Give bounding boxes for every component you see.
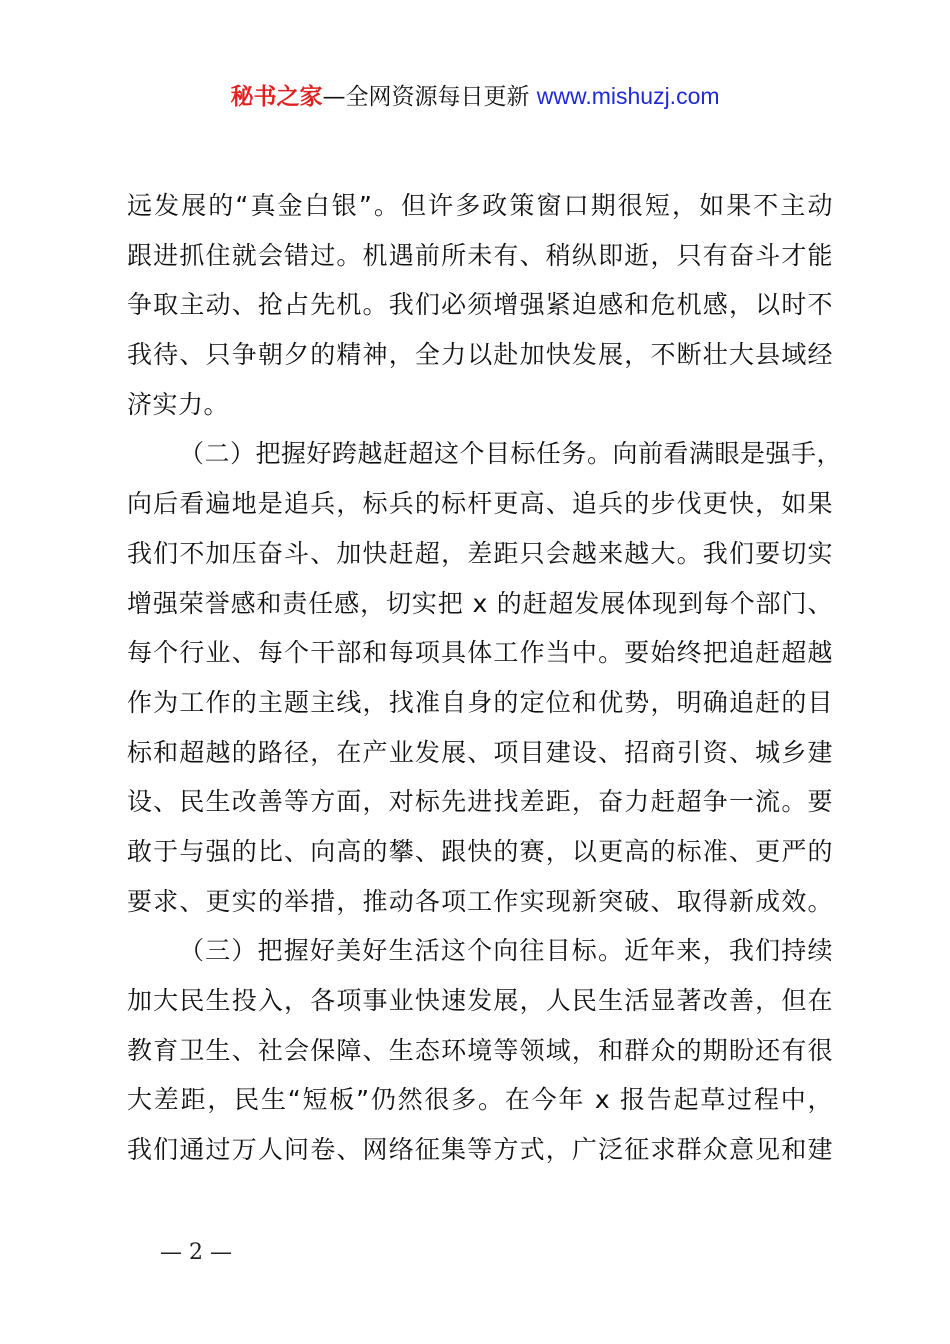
page-number: — 2 — xyxy=(160,1240,232,1265)
body-line: 大差距，民生“短板”仍然很多。在今年 x 报告起草过程中， xyxy=(127,1085,833,1115)
section-heading-line: （三）把握好美好生活这个向往目标。近年来，我们持续 xyxy=(179,936,833,966)
body-line: 标和超越的路径，在产业发展、项目建设、招商引资、城乡建 xyxy=(127,737,833,767)
body-line: 加大民生投入，各项事业快速发展，人民生活显著改善，但在 xyxy=(127,986,833,1015)
body-line: 我们不加压奋斗、加快赶超，差距只会越来越大。我们要切实 xyxy=(127,538,833,568)
document-body xyxy=(127,181,843,1175)
body-line: 我待、只争朝夕的精神，全力以赴加快发展，不断壮大县域经 xyxy=(127,340,833,370)
section-heading-line: （二）把握好跨越赶超这个目标任务。向前看满眼是强手， xyxy=(179,439,843,469)
site-url-link[interactable]: www.mishuzj.com xyxy=(536,83,720,109)
brand-name: 秘书之家 xyxy=(230,84,323,110)
header-slogan: —全网资源每日更新 xyxy=(322,84,530,110)
body-line: 要求、更实的举措，推动各项工作实现新突破、取得新成效。 xyxy=(127,886,833,916)
site-header xyxy=(0,80,950,113)
body-line: 我们通过万人问卷、网络征集等方式，广泛征求群众意见和建 xyxy=(127,1135,833,1165)
body-line: 教育卫生、社会保障、生态环境等领域，和群众的期盼还有很 xyxy=(127,1035,833,1065)
body-line: 跟进抓住就会错过。机遇前所未有、稍纵即逝，只有奋斗才能 xyxy=(127,240,833,270)
body-line: 设、民生改善等方面，对标先进找差距，奋力赶超争一流。要 xyxy=(127,787,833,817)
body-line: 作为工作的主题主线，找准自身的定位和优势，明确追赶的目 xyxy=(127,687,833,717)
body-line: 向后看遍地是追兵，标兵的标杆更高、追兵的步伐更快，如果 xyxy=(127,489,833,519)
body-line: 济实力。 xyxy=(127,389,230,419)
body-line: 每个行业、每个干部和每项具体工作当中。要始终把追赶超越 xyxy=(127,638,833,668)
body-line: 争取主动、抢占先机。我们必须增强紧迫感和危机感，以时不 xyxy=(127,290,833,320)
body-line: 远发展的“真金白银”。但许多政策窗口期很短，如果不主动 xyxy=(127,191,833,220)
body-line: 增强荣誉感和责任感，切实把 x 的赶超发展体现到每个部门、 xyxy=(127,588,833,618)
body-line: 敢于与强的比、向高的攀、跟快的赛，以更高的标准、更严的 xyxy=(127,836,833,866)
